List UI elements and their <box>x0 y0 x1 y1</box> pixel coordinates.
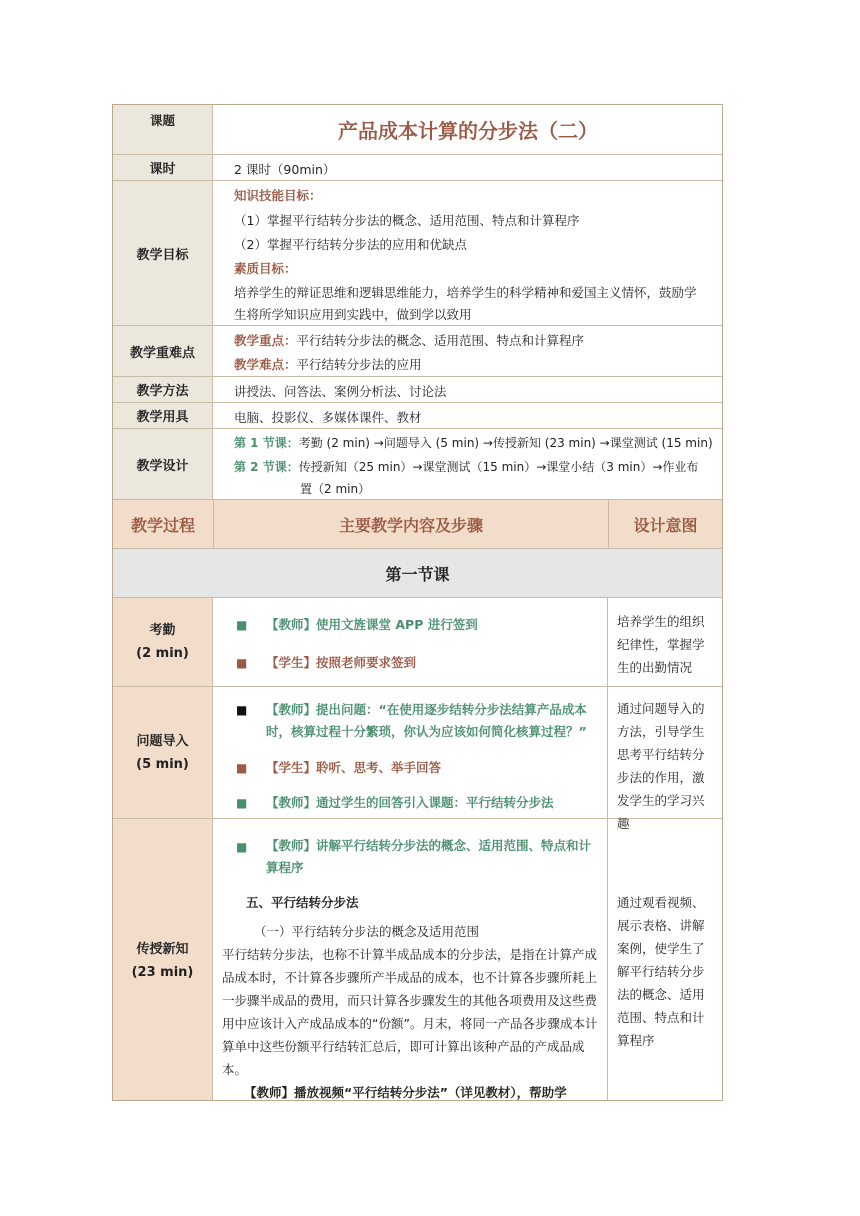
tools-value: 电脑、投影仪、多媒体课件、教材 <box>234 410 422 425</box>
step-time: (23 min) <box>131 964 194 980</box>
key-points-row <box>113 326 722 377</box>
method-row <box>113 377 722 403</box>
key-point-label: 教学重点： <box>234 333 297 348</box>
concept-paragraph: 平行结转分步法，也称不计算半成品成本的分步法，是指在计算产成品成本时，不计算各步骤所产半成品的成本，也不计算各步骤所耗上一步骤半成品的费用，而只计算各步骤发生的其他各项费用及这些费用中应该计入产成品成本的“份额”。月末，将同一产品各步骤成本计算单中这些份额平行结转汇总后，即可计算出该种产品的产成品成本。 <box>222 947 598 1077</box>
teacher-action: 【教师】讲解平行结转分步法的概念、适用范围、特点和计算程序 <box>266 838 592 875</box>
hours-label: 课时 <box>113 155 213 180</box>
difficult-point-text: 平行结转分步法的应用 <box>296 357 422 372</box>
teacher-action: 【教师】使用文旌课堂 APP 进行签到 <box>266 617 478 632</box>
design-label: 教学设计 <box>113 429 213 499</box>
goals-label: 教学目标 <box>113 181 213 325</box>
key-point-text: 平行结转分步法的概念、适用范围、特点和计算程序 <box>296 333 585 348</box>
hours-row <box>113 155 722 181</box>
design-1-label: 第 1 节课： <box>234 436 299 450</box>
step-intent: 通过问题导入的方法，引导学生思考平行结转分步法的作用，激发学生的学习兴趣 <box>617 701 705 831</box>
step-name: 考勤 <box>149 623 176 638</box>
header-content: 主要教学内容及步骤 <box>214 500 609 548</box>
key-points-label: 教学重难点 <box>113 326 213 376</box>
design-1-text: 考勤 (2 min) →问题导入 (5 min) →传授新知 (23 min) →课堂测试 (15 min) <box>298 436 713 450</box>
bullet-icon: ■ <box>236 761 248 775</box>
design-row <box>113 429 722 500</box>
tools-row <box>113 403 722 429</box>
quality-heading: 素质目标： <box>234 261 297 276</box>
section-heading: 五、平行结转分步法 <box>246 895 359 910</box>
key-point-line <box>234 331 584 349</box>
method-value: 讲授法、问答法、案例分析法、讨论法 <box>234 384 447 399</box>
step-name: 传授新知 <box>136 941 189 957</box>
difficult-point-line <box>234 355 422 373</box>
topic-row <box>113 105 722 155</box>
bullet-icon: ■ <box>236 703 248 717</box>
bullet-icon: ■ <box>236 796 248 810</box>
step-name: 问题导入 <box>136 733 189 749</box>
topic-label: 课题 <box>113 105 213 154</box>
knowledge-heading: 知识技能目标： <box>234 188 322 203</box>
step-attendance <box>113 598 722 687</box>
quality-goal-1: 培养学生的辩证思维和逻辑思维能力，培养学生的科学精神和爱国主义情怀，鼓励学 <box>234 285 697 300</box>
step-intent: 通过观看视频、展示表格、讲解案例，使学生了解平行结转分步法的概念、适用范围、特点和计算程序 <box>617 895 705 1048</box>
step-knowledge-label <box>113 819 213 1101</box>
header-process: 教学过程 <box>113 500 214 548</box>
step-new-knowledge <box>113 819 722 1101</box>
method-label: 教学方法 <box>113 377 213 402</box>
student-action: 【学生】按照老师要求签到 <box>266 655 417 670</box>
process-header-row <box>113 500 722 549</box>
step-intent: 培养学生的组织纪律性，掌握学生的出勤情况 <box>617 614 705 675</box>
bullet-icon: ■ <box>236 656 248 670</box>
step-time: (2 min) <box>136 646 189 661</box>
difficult-point-label: 教学难点： <box>234 357 297 372</box>
design-2-label: 第 2 节课： <box>234 460 299 474</box>
teacher-question: 【教师】提出问题：“在使用逐步结转分步法结算产品成本时，核算过程十分繁琐，你认为应该如何简化核算过程？” <box>266 702 587 739</box>
tools-label: 教学用具 <box>113 403 213 428</box>
lesson-plan-table <box>112 104 723 1101</box>
knowledge-goal-2: （2）掌握平行结转分步法的应用和优缺点 <box>234 237 467 252</box>
goals-row <box>113 181 722 326</box>
quality-goal-2: 生将所学知识应用到实践中，做到学以致用 <box>234 307 472 322</box>
bullet-icon: ■ <box>236 618 248 632</box>
bullet-icon: ■ <box>236 840 248 854</box>
step-time: (5 min) <box>136 756 189 772</box>
header-intent: 设计意图 <box>633 515 698 535</box>
hours-value: 2 课时（90min） <box>234 162 336 177</box>
subsection-heading: （一）平行结转分步法的概念及适用范围 <box>254 924 480 939</box>
design-lesson-2 <box>234 458 698 475</box>
design-2-continued: 置（2 min） <box>300 482 371 496</box>
page-title: 产品成本计算的分步法（二） <box>338 119 598 143</box>
topic-cell <box>214 105 722 154</box>
design-2-text: 传授新知（25 min）→课堂测试（15 min）→课堂小结（3 min）→作业布 <box>298 460 699 474</box>
knowledge-goal-1: （1）掌握平行结转分步法的概念、适用范围、特点和计算程序 <box>234 213 580 228</box>
step-question-intro <box>113 687 722 831</box>
design-lesson-1 <box>234 434 713 451</box>
video-note: 【教师】播放视频“平行结转分步法”（详见教材），帮助学 <box>244 1085 567 1100</box>
section-title: 第一节课 <box>113 549 722 598</box>
step-attendance-label <box>113 598 213 686</box>
step-question-label <box>113 687 213 818</box>
student-action: 【学生】聆听、思考、举手回答 <box>266 760 442 775</box>
teacher-action: 【教师】通过学生的回答引入课题：平行结转分步法 <box>266 795 554 810</box>
